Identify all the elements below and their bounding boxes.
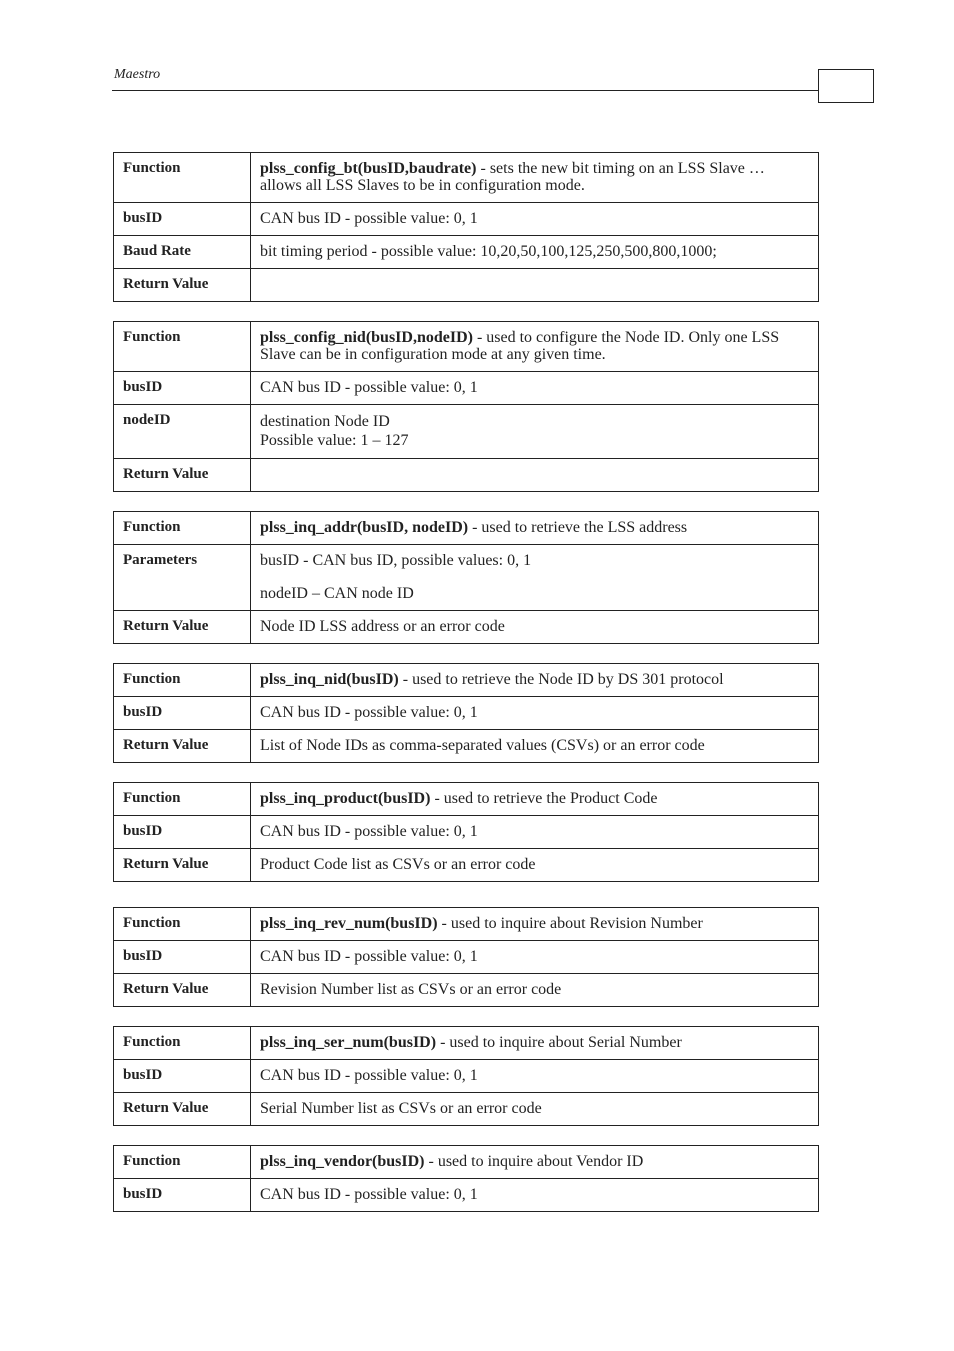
table-row [114, 1027, 819, 1060]
function-table [113, 1145, 819, 1212]
row-label: busID [114, 1060, 251, 1093]
row-value: CAN bus ID - possible value: 0, 1 [251, 1060, 819, 1093]
row-value [251, 545, 819, 611]
table-spacer [113, 644, 819, 663]
row-value [251, 908, 819, 941]
table-row [114, 269, 819, 302]
row-value: Serial Number list as CSVs or an error code [251, 1093, 819, 1126]
function-table [113, 782, 819, 882]
row-value: List of Node IDs as comma-separated values (CSVs) or an error code [251, 730, 819, 763]
row-label: Function [114, 322, 251, 372]
function-description: - used to inquire about Serial Number [436, 1034, 682, 1051]
row-value: Node ID LSS address or an error code [251, 611, 819, 644]
row-label: Function [114, 783, 251, 816]
function-table [113, 152, 819, 302]
row-value [251, 153, 819, 203]
row-label: Function [114, 512, 251, 545]
row-label: Return Value [114, 974, 251, 1007]
table-row [114, 849, 819, 882]
row-label: Function [114, 153, 251, 203]
row-value: CAN bus ID - possible value: 0, 1 [251, 697, 819, 730]
table-row [114, 236, 819, 269]
row-value: CAN bus ID - possible value: 0, 1 [251, 1179, 819, 1212]
row-value [251, 269, 819, 302]
function-description: - used to inquire about Vendor ID [424, 1153, 644, 1170]
table-row [114, 974, 819, 1007]
row-value: Revision Number list as CSVs or an error code [251, 974, 819, 1007]
function-signature: plss_config_bt(busID,baudrate) [260, 160, 477, 177]
table-spacer [113, 492, 819, 511]
table-row [114, 908, 819, 941]
row-value [251, 405, 819, 459]
row-label: Return Value [114, 269, 251, 302]
row-value [251, 459, 819, 492]
table-row [114, 322, 819, 372]
function-description: - used to retrieve the Product Code [430, 790, 658, 807]
row-value [251, 1146, 819, 1179]
table-spacer [113, 1007, 819, 1026]
value-paragraph: busID - CAN bus ID, possible values: 0, 1 [260, 552, 532, 569]
row-label: Function [114, 908, 251, 941]
table-spacer [113, 882, 819, 907]
running-header-title: Maestro [114, 67, 161, 82]
row-value [251, 512, 819, 545]
row-label: Function [114, 664, 251, 697]
row-label: Return Value [114, 730, 251, 763]
table-row [114, 372, 819, 405]
table-row [114, 816, 819, 849]
function-description: - used to retrieve the Node ID by DS 301 protocol [398, 671, 724, 688]
table-row [114, 783, 819, 816]
value-line: destination Node ID [260, 413, 390, 430]
function-description: - used to retrieve the LSS address [468, 519, 688, 536]
table-row [114, 203, 819, 236]
row-label: busID [114, 203, 251, 236]
table-spacer [113, 763, 819, 782]
table-row [114, 1146, 819, 1179]
row-value [251, 322, 819, 372]
table-row [114, 697, 819, 730]
row-label: Baud Rate [114, 236, 251, 269]
table-row [114, 459, 819, 492]
row-value: CAN bus ID - possible value: 0, 1 [251, 372, 819, 405]
table-row [114, 730, 819, 763]
row-label: Return Value [114, 849, 251, 882]
row-label: Return Value [114, 1093, 251, 1126]
row-label: Function [114, 1027, 251, 1060]
row-label: busID [114, 1179, 251, 1212]
row-label: nodeID [114, 405, 251, 459]
function-signature: plss_inq_product(busID) [260, 790, 431, 807]
row-label: Parameters [114, 545, 251, 611]
table-row [114, 512, 819, 545]
page-number-box [818, 69, 874, 103]
function-description: - sets the new bit timing on an LSS Slave … allows all LSS Slaves to be in configuration mode. [260, 160, 765, 194]
row-value: CAN bus ID - possible value: 0, 1 [251, 816, 819, 849]
table-row [114, 405, 819, 459]
row-value: CAN bus ID - possible value: 0, 1 [251, 203, 819, 236]
table-row [114, 941, 819, 974]
function-table [113, 663, 819, 763]
table-row [114, 1179, 819, 1212]
function-signature: plss_config_nid(busID,nodeID) [260, 329, 473, 346]
function-table [113, 1026, 819, 1126]
function-table [113, 321, 819, 492]
row-label: Function [114, 1146, 251, 1179]
row-label: Return Value [114, 611, 251, 644]
row-label: busID [114, 372, 251, 405]
table-row [114, 1060, 819, 1093]
table-row [114, 611, 819, 644]
value-paragraph: nodeID – CAN node ID [260, 585, 414, 602]
value-line: Possible value: 1 – 127 [260, 432, 409, 449]
function-description: - used to configure the Node ID. Only one LSS Slave can be in configuration mode at any given time. [260, 329, 780, 363]
function-signature: plss_inq_rev_num(busID) [260, 915, 438, 932]
function-description: - used to inquire about Revision Number [437, 915, 703, 932]
row-value: bit timing period - possible value: 10,20,50,100,125,250,500,800,1000; [251, 236, 819, 269]
row-value: Product Code list as CSVs or an error code [251, 849, 819, 882]
table-spacer [113, 1126, 819, 1145]
function-table [113, 907, 819, 1007]
header-rule [112, 90, 818, 91]
function-reference-tables [113, 152, 819, 1212]
row-label: Return Value [114, 459, 251, 492]
row-label: busID [114, 941, 251, 974]
row-value [251, 783, 819, 816]
function-signature: plss_inq_vendor(busID) [260, 1153, 425, 1170]
row-value: CAN bus ID - possible value: 0, 1 [251, 941, 819, 974]
row-value [251, 664, 819, 697]
row-label: busID [114, 816, 251, 849]
row-value [251, 1027, 819, 1060]
table-row [114, 153, 819, 203]
function-signature: plss_inq_nid(busID) [260, 671, 399, 688]
table-spacer [113, 302, 819, 321]
function-table [113, 511, 819, 644]
table-row [114, 545, 819, 611]
function-signature: plss_inq_ser_num(busID) [260, 1034, 437, 1051]
table-row [114, 664, 819, 697]
function-signature: plss_inq_addr(busID, nodeID) [260, 519, 469, 536]
table-row [114, 1093, 819, 1126]
row-label: busID [114, 697, 251, 730]
